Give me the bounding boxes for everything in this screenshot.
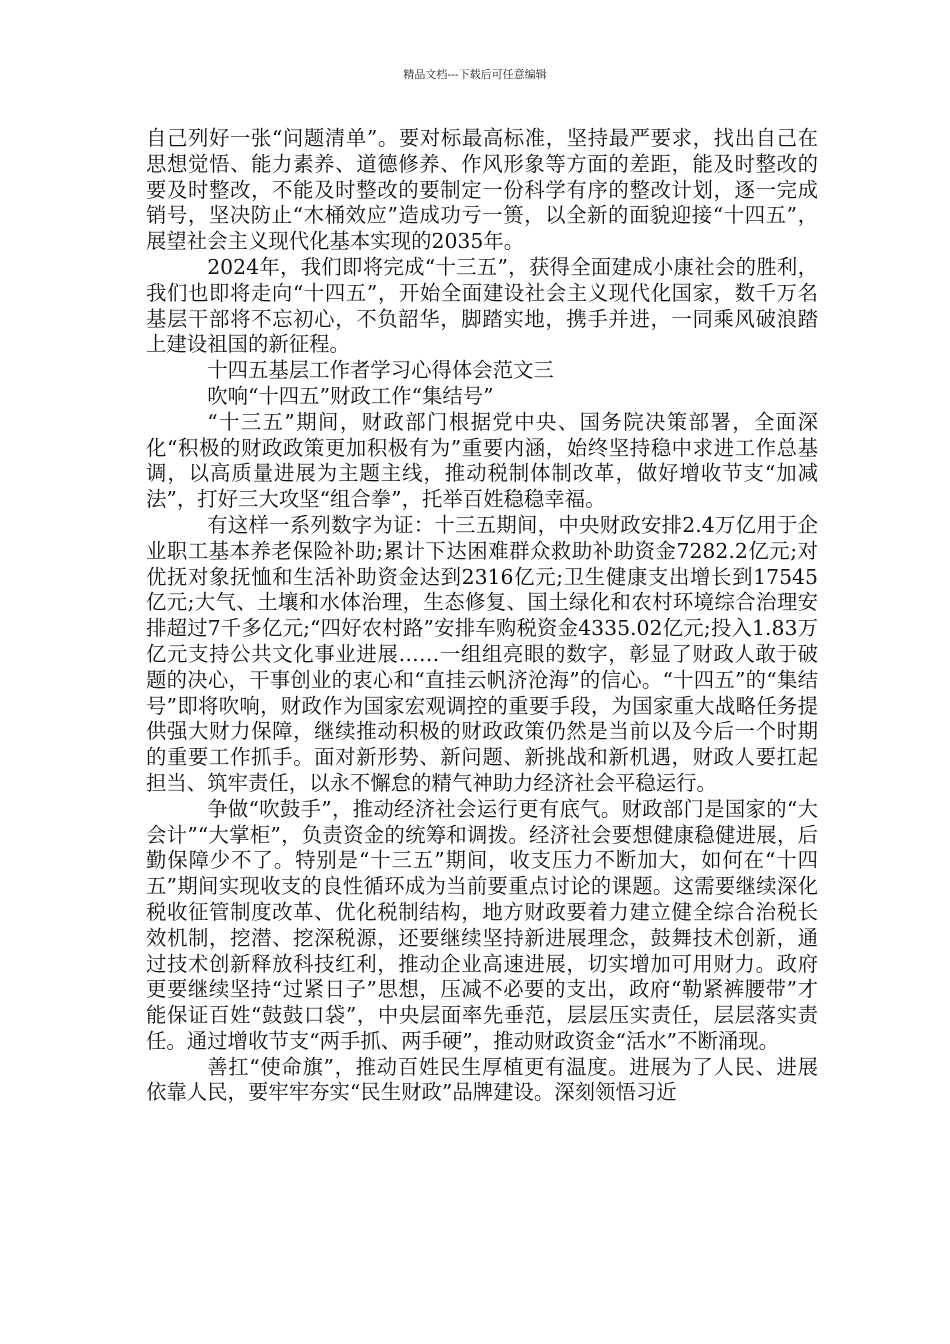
paragraph-6: 善扛“使命旗”，推动百姓民生厚植更有温度。进展为了人民、进展依靠人民，要牢牢夯实“民生财政”品牌建设。深刻领悟习近 — [146, 1054, 818, 1105]
paragraph-2: 2024年，我们即将完成“十三五”，获得全面建成小康社会的胜利，我们也即将走向“十四五”，开始全面建设社会主义现代化国家，数千万名基层干部将不忘初心，不负韶华，脚踏实地，携手并进，一同乘风破浪踏上建设祖国的新征程。 — [146, 254, 818, 357]
section-title: 十四五基层工作者学习心得体会范文三 — [207, 358, 554, 383]
paragraph-5: 争做“吹鼓手”，推动经济社会运行更有底气。财政部门是国家的“大会计”“大掌柜”，负责资金的统筹和调拨。经济社会要想健康稳健进展，后勤保障少不了。特别是“十三五”期间，收支压力不断加大，如何在“十四五”期间实现收支的良性循环成为当前要重点讨论的课题。这需要继续深化税收征管制度改革、优化税制结构，地方财政要着力建立健全综合治税长效机制，挖潜、挖深税源，还要继续坚持新进展理念，鼓舞技术创新，通过技术创新释放科技红利，推动企业高速进展，切实增加可用财力。政府更要继续坚持“过紧日子”思想，压减不必要的支出，政府“勒紧裤腰带”才能保证百姓“鼓鼓口袋”，中央层面率先垂范，层层压实责任，层层落实责任。通过增收节支“两手抓、两手硬”，推动财政资金“活水”不断涌现。 — [146, 796, 818, 1053]
document-body — [146, 126, 818, 1106]
article-title: 吹响“十四五”财政工作“集结号” — [207, 383, 494, 408]
page-header: 精品文档---下载后可任意编辑 — [403, 68, 547, 81]
paragraph-1: 自己列好一张“问题清单”。要对标最高标准，坚持最严要求，找出自己在思想觉悟、能力素养、道德修养、作风形象等方面的差距，能及时整改的要及时整改，不能及时整改的要制定一份科学有序的整改计划，逐一完成销号，坚决防止“木桶效应”造成功亏一篑，以全新的面貌迎接“十四五”，展望社会主义现代化基本实现的2035年。 — [146, 126, 818, 254]
paragraph-4: 有这样一系列数字为证：十三五期间，中央财政安排2.4万亿用于企业职工基本养老保险补助;累计下达困难群众救助补助资金7282.2亿元;对优抚对象抚恤和生活补助资金达到2316亿元;卫生健康支出增长到17545亿元;大气、土壤和水体治理，生态修复、国土绿化和农村环境综合治理安排超过7千多亿元;“四好农村路”安排车购税资金4335.02亿元;投入1.83万亿元支持公共文化事业进展……一组组亮眼的数字，彰显了财政人敢于破题的决心，干事创业的衷心和“直挂云帆济沧海”的信心。“十四五”的“集结号”即将吹响，财政作为国家宏观调控的重要手段，为国家重大战略任务提供强大财力保障，继续推动积极的财政政策仍然是当前以及今后一个时期的重要工作抓手。面对新形势、新问题、新挑战和新机遇，财政人要扛起担当、筑牢责任，以永不懈怠的精气神助力经济社会平稳运行。 — [146, 512, 818, 795]
paragraph-3: “十三五”期间，财政部门根据党中央、国务院决策部署，全面深化“积极的财政政策更加积极有为”重要内涵，始终坚持稳中求进工作总基调，以高质量进展为主题主线，推动税制体制改革，做好增收节支“加减法”，打好三大攻坚“组合拳”，托举百姓稳稳幸福。 — [146, 409, 818, 512]
